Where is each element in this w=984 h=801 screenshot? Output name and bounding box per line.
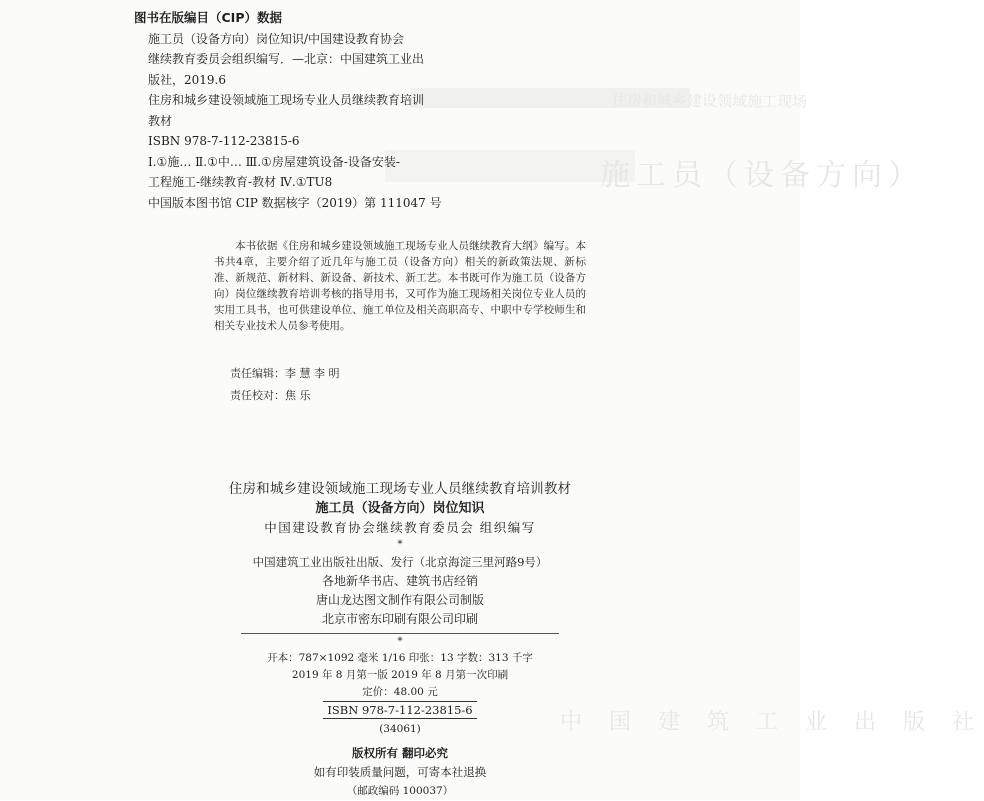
cip-line: 版社，2019.6: [148, 72, 226, 87]
typesetter-line: 唐山龙达图文制作有限公司制版: [315, 593, 484, 607]
cip-heading: 图书在版编目（CIP）数据: [134, 10, 282, 25]
cip-line: 住房和城乡建设领域施工现场专业人员继续教育培训: [148, 93, 425, 107]
bleed-through-publisher: 中 国 建 筑 工 业 出 版 社: [560, 710, 984, 735]
edition-line: 2019 年 8 月第一版 2019 年 8 月第一次印刷: [291, 669, 509, 681]
printer-line: 北京市密东印刷有限公司印刷: [321, 612, 478, 626]
rights-statement: 版权所有 翻印必究: [351, 746, 448, 760]
quality-notice: 如有印装质量问题，可寄本社退换: [313, 765, 487, 779]
separator-star: *: [397, 539, 403, 550]
proofreader-names: 焦 乐: [285, 389, 311, 402]
proofreader-label: 责任校对：: [230, 389, 285, 402]
cip-data-block: [134, 8, 618, 213]
price: 定价：48.00 元: [362, 686, 438, 698]
format-line: 开本：787×1092 毫米 1/16 印张：13 字数：313 千字: [267, 652, 533, 664]
editor-names: 李 慧 李 明: [285, 367, 340, 380]
series-title: 住房和城乡建设领域施工现场专业人员继续教育培训教材: [228, 481, 572, 497]
editor-label: 责任编辑：: [230, 367, 285, 380]
isbn-number: ISBN 978-7-112-23815-6: [323, 701, 476, 719]
publisher-line: 中国建筑工业出版社出版、发行（北京海淀三里河路9号）: [252, 555, 548, 569]
author-line: 中国建设教育协会继续教育委员会 组织编写: [264, 520, 536, 535]
book-title: 施工员（设备方向）岗位知识: [315, 501, 485, 516]
editors-block: [230, 363, 340, 407]
cip-line: Ⅰ.①施… Ⅱ.①中… Ⅲ.①房屋建筑设备-设备安装-: [148, 154, 400, 169]
book-code: (34061): [379, 723, 421, 735]
distributor-line: 各地新华书店、建筑书店经销: [321, 574, 478, 588]
book-summary: 本书依据《住房和城乡建设领域施工现场专业人员继续教育大纲》编写。本书共4章，主要介绍了近几年与施工员（设备方向）相关的新政策法规、新标准、新规范、新材料、新设备、新技术、新工艺。本书既可作为施工员（设备方向）岗位继续教育培训考核的指导用书，又可作为施工现场相关岗位专业人员的实用工具书，也可供建设单位、施工单位及相关高职高专、中职中专学校师生和相关专业技术人员参考使用。: [214, 240, 586, 332]
bleed-through-title: 施工员（设备方向）: [600, 158, 924, 193]
postal-code: （邮政编码 100037）: [346, 785, 454, 797]
separator-star: *: [397, 636, 403, 647]
proofreader-line: [230, 385, 340, 407]
cip-record-number: 中国版本图书馆 CIP 数据核字（2019）第 111047 号: [148, 195, 442, 210]
colophon-block: [180, 480, 620, 801]
cip-line: 教材: [148, 113, 173, 128]
cip-isbn: ISBN 978-7-112-23815-6: [148, 134, 300, 148]
cip-line: 施工员（设备方向）岗位知识/中国建设教育协会: [148, 31, 405, 46]
cip-line: 工程施工-继续教育-教材 Ⅳ.①TU8: [148, 175, 333, 189]
bleed-through-series: 住房和城乡建设领域施工现场: [611, 91, 808, 111]
cip-line: 继续教育委员会组织编写．—北京：中国建筑工业出: [148, 52, 425, 66]
editor-line: [230, 363, 340, 385]
